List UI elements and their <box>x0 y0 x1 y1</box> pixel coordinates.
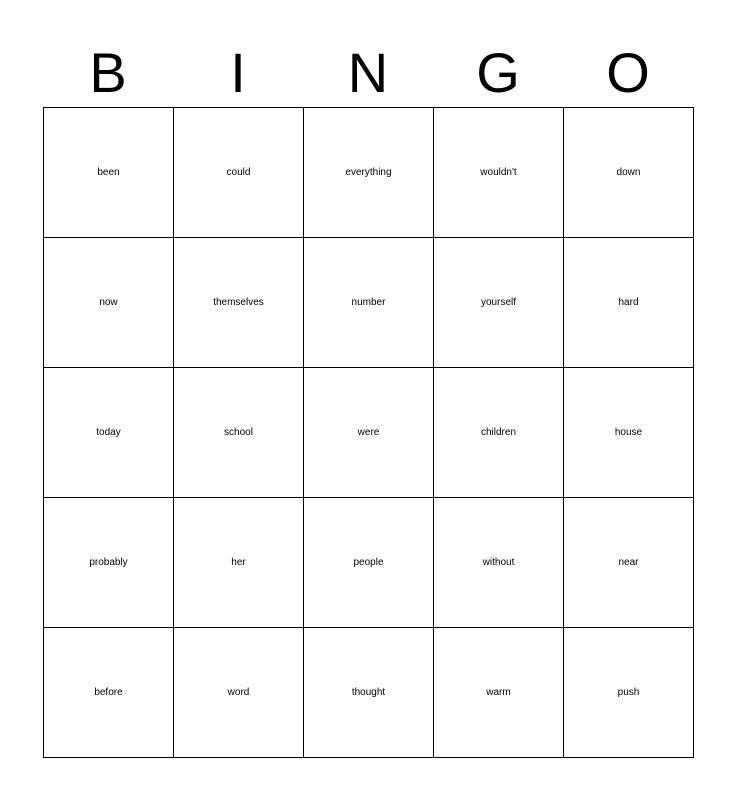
bingo-cell: number <box>304 238 434 368</box>
header-letter-o: O <box>606 41 650 104</box>
bingo-cell: were <box>304 368 434 498</box>
bingo-cell: without <box>434 498 564 628</box>
header-letter-g: G <box>476 41 520 104</box>
bingo-cell: hard <box>564 238 694 368</box>
bingo-cell: word <box>174 628 304 758</box>
bingo-cell: wouldn't <box>434 108 564 238</box>
bingo-cell: house <box>564 368 694 498</box>
bingo-cell: near <box>564 498 694 628</box>
bingo-cell: people <box>304 498 434 628</box>
bingo-cell: before <box>44 628 174 758</box>
bingo-cell: thought <box>304 628 434 758</box>
bingo-cell: everything <box>304 108 434 238</box>
bingo-cell: school <box>174 368 304 498</box>
bingo-cell: down <box>564 108 694 238</box>
header-letter-i: I <box>230 41 246 104</box>
bingo-cell: push <box>564 628 694 758</box>
bingo-cell: probably <box>44 498 174 628</box>
bingo-cell: children <box>434 368 564 498</box>
bingo-cell: been <box>44 108 174 238</box>
header-letter-b: B <box>89 41 127 104</box>
bingo-cell: warm <box>434 628 564 758</box>
bingo-cell: could <box>174 108 304 238</box>
bingo-cell: her <box>174 498 304 628</box>
bingo-cell: now <box>44 238 174 368</box>
bingo-board <box>43 107 694 758</box>
bingo-header <box>43 40 693 106</box>
bingo-cell: yourself <box>434 238 564 368</box>
bingo-cell: themselves <box>174 238 304 368</box>
header-letter-n: N <box>347 41 389 104</box>
bingo-cell: today <box>44 368 174 498</box>
